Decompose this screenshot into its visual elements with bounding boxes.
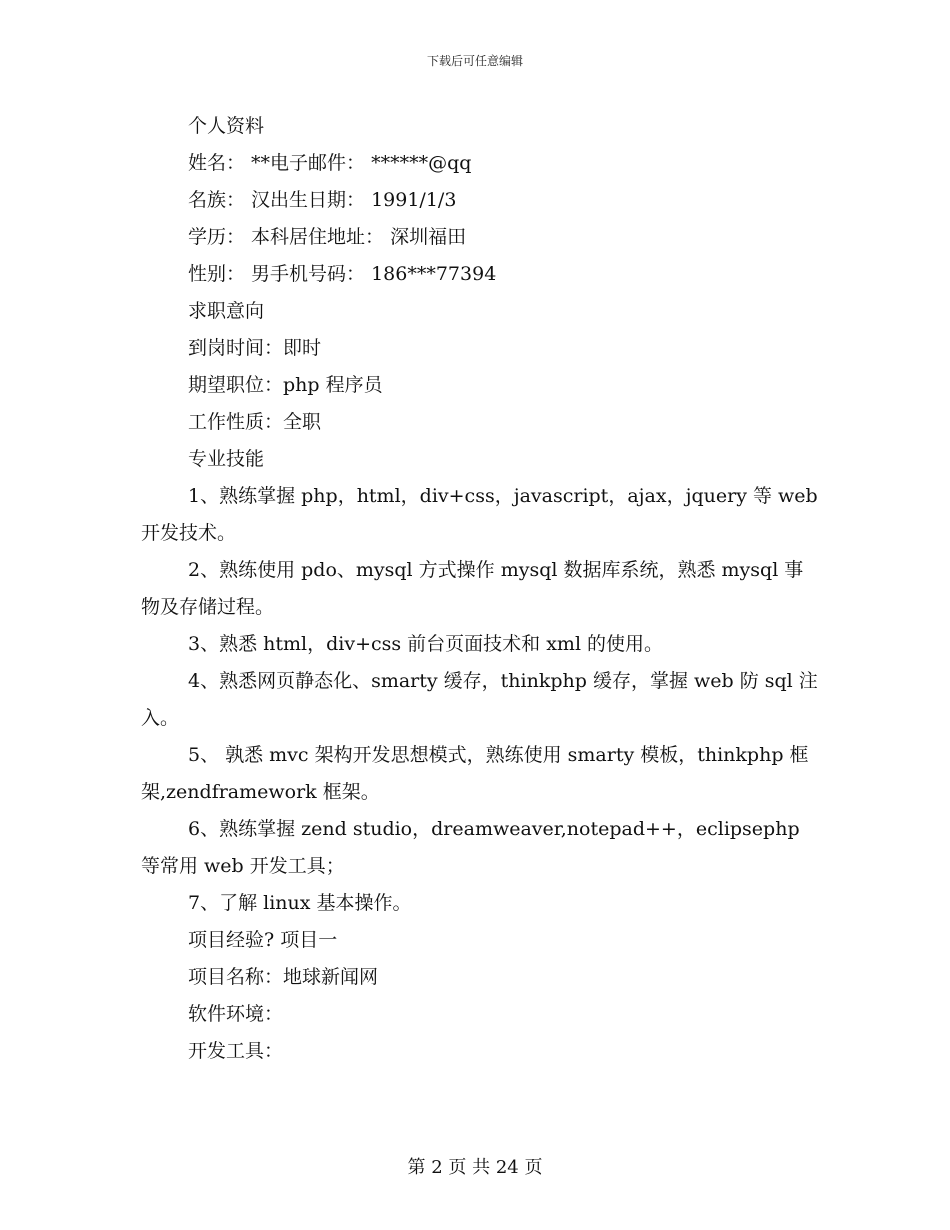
skill-item-6: 6、熟练掌握 zend studio，dreamweaver,notepad++，eclipsephp 等常用 web 开发工具； (141, 818, 800, 877)
skill-item-7: 7、了解 linux 基本操作。 (188, 892, 412, 914)
project-dev-tools: 开发工具： (188, 1040, 284, 1062)
section-heading-personal-info: 个人资料 (188, 115, 265, 137)
info-line-desired-position: 期望职位：php 程序员 (188, 374, 383, 396)
info-line-name-email: 姓名： **电子邮件： ******@qq (188, 152, 472, 174)
skill-item-3: 3、熟悉 html，div+css 前台页面技术和 xml 的使用。 (188, 633, 664, 655)
info-line-gender-phone: 性别： 男手机号码： 186***77394 (188, 263, 497, 285)
info-line-education-address: 学历： 本科居住地址： 深圳福田 (188, 226, 467, 248)
page-number-footer: 第 2 页 共 24 页 (407, 1157, 543, 1178)
section-heading-skills: 专业技能 (188, 448, 265, 470)
document-body (141, 108, 821, 1070)
skill-item-5: 5、 孰悉 mvc 架构开发思想模式，熟练使用 smarty 模板，thinkphp 框架,zendframework 框架。 (141, 744, 809, 803)
skill-item-4: 4、熟悉网页静态化、smarty 缓存，thinkphp 缓存，掌握 web 防 sql 注入。 (141, 670, 818, 729)
info-line-job-type: 工作性质：全职 (188, 411, 322, 433)
project-name: 项目名称：地球新闻网 (188, 966, 379, 988)
section-heading-job-intention: 求职意向 (188, 300, 265, 322)
skill-item-2: 2、熟练使用 pdo、mysql 方式操作 mysql 数据库系统，熟悉 mysql 事物及存储过程。 (141, 559, 804, 618)
info-line-start-time: 到岗时间：即时 (188, 337, 322, 359)
info-line-ethnicity-birthdate: 名族： 汉出生日期： 1991/1/3 (188, 189, 457, 211)
page-header: 下载后可任意编辑 (426, 54, 523, 68)
skill-item-1: 1、熟练掌握 php，html，div+css，javascript，ajax，jquery 等 web 开发技术。 (141, 485, 818, 544)
project-software-environment: 软件环境： (188, 1003, 284, 1025)
section-heading-project-experience: 项目经验? 项目一 (188, 929, 338, 951)
